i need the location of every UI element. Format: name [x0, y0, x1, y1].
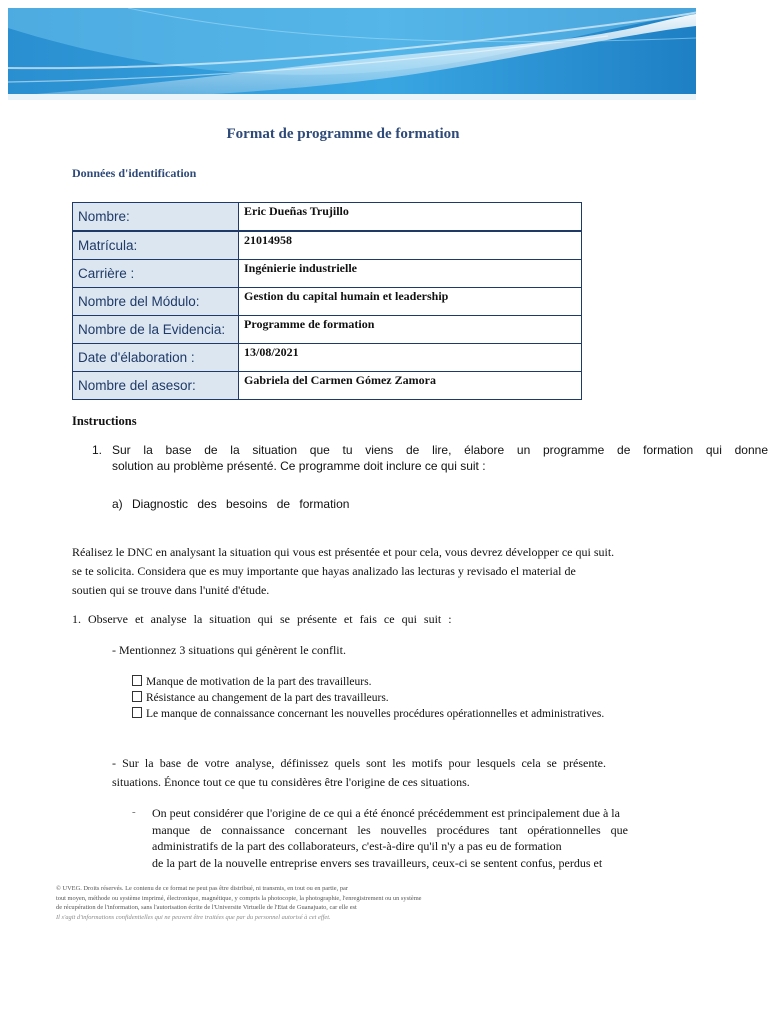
row-label: Carrière : — [73, 260, 239, 288]
paragraph-line: soutien qui se trouve dans l'unité d'étude. — [72, 583, 270, 597]
table-row — [73, 344, 582, 372]
item-text-line: solution au problème présenté. Ce programme doit inclure ce qui suit : — [112, 459, 486, 473]
list-item — [132, 674, 604, 690]
row-value: 13/08/2021 — [239, 344, 582, 372]
paragraph-line: se te solicita. Considera que es muy importante que hayas analizado las lecturas y revisado el material de — [72, 564, 576, 578]
list-item-text: Manque de motivation de la part des travailleurs. — [146, 676, 372, 688]
answer-bullet: - — [132, 806, 136, 818]
row-value: Ingénierie industrielle — [239, 260, 582, 288]
section-title: Données d'identification — [72, 166, 197, 180]
paragraph-line: de la part de la nouvelle entreprise envers ses travailleurs, ceux-ci se sentent confus, perdus et — [152, 855, 603, 870]
list-item — [132, 706, 604, 722]
identification-table — [72, 202, 582, 400]
row-label: Nombre de la Evidencia: — [73, 316, 239, 344]
body-paragraph — [72, 543, 614, 600]
table-row — [73, 260, 582, 288]
header-banner — [8, 8, 696, 100]
row-label: Nombre del Módulo: — [73, 288, 239, 316]
paragraph-line: situations. Énonce tout ce que tu considères être l'origine de ces situations. — [112, 775, 470, 789]
footer-line: tout moyen, méthode ou système imprimé, électronique, magnétique, y compris la photocopie, la photographie, l'enregistrement ou un système — [56, 894, 422, 902]
list-item-text: Le manque de connaissance concernant les nouvelles procédures opérationnelles et administratives. — [146, 708, 605, 720]
paragraph-line: On peut considérer que l'origine de ce qui a été énoncé précédemment est principalement due à la — [152, 806, 620, 820]
footer-line: Il s'agit d'informations confidentielles qui ne peuvent être traitées que par du personnel autorisé à cet effet. — [56, 913, 331, 921]
row-value: Gestion du capital humain et leadership — [239, 288, 582, 316]
paragraph-line: administratifs de la part des collaborateurs, c'est-à-dire qu'il n'y a pas eu de formation — [152, 839, 562, 853]
instructions-heading: Instructions — [72, 414, 137, 428]
paragraph-line: - Sur la base de votre analyse, définissez quels sont les motifs pour lesquels cela se présente. — [112, 756, 606, 770]
row-value: Programme de formation — [239, 316, 582, 344]
table-row — [73, 372, 582, 400]
row-value: 21014958 — [239, 231, 582, 260]
observe-step: 1. Observe et analyse la situation qui se présente et fais ce qui suit : — [72, 612, 452, 626]
row-label: Nombre del asesor: — [73, 372, 239, 400]
table-row — [73, 316, 582, 344]
checkbox-glyph-icon — [132, 675, 142, 686]
row-value: Eric Dueñas Trujillo — [239, 203, 582, 232]
paragraph-line: manque de connaissance concernant les nouvelles procédures tant opérationnelles que — [152, 822, 628, 837]
list-item — [132, 690, 604, 706]
footer-line: © UVEG. Droits réservés. Le contenu de ce format ne peut pas être distribué, ni transmis, en tout ou en partie, par — [56, 885, 348, 892]
footer-line: de récupération de l'information, sans l'autorisation écrite de l'Universite Virtuelle de l'Etat de Guanajuato, car elle est — [56, 904, 357, 911]
table-row — [73, 231, 582, 260]
analysis-step — [112, 754, 606, 792]
row-value: Gabriela del Carmen Gómez Zamora — [239, 372, 582, 400]
list-item-text: Résistance au changement de la part des travailleurs. — [146, 692, 389, 704]
wave-banner-graphic — [8, 8, 696, 100]
table-row — [73, 203, 582, 232]
answer-paragraph — [152, 805, 628, 871]
row-label: Nombre: — [73, 203, 239, 232]
instruction-item-a: a) Diagnostic des besoins de formation — [112, 497, 350, 511]
conflict-list — [132, 674, 604, 722]
document-title: Format de programme de formation — [226, 126, 460, 142]
copyright-footer — [56, 884, 526, 922]
row-label: Matrícula: — [73, 231, 239, 260]
paragraph-line: Réalisez le DNC en analysant la situation qui vous est présentée et pour cela, vous devrez développer ce qui suit. — [72, 545, 615, 559]
item-text-line: Sur la base de la situation que tu viens de lire, élabore un programme de formation qui donne — [112, 443, 768, 457]
item-number: 1. — [92, 443, 103, 457]
checkbox-glyph-icon — [132, 707, 142, 718]
table-row — [73, 288, 582, 316]
mention-step: - Mentionnez 3 situations qui génèrent le conflit. — [112, 643, 346, 657]
row-label: Date d'élaboration : — [73, 344, 239, 372]
checkbox-glyph-icon — [132, 691, 142, 702]
